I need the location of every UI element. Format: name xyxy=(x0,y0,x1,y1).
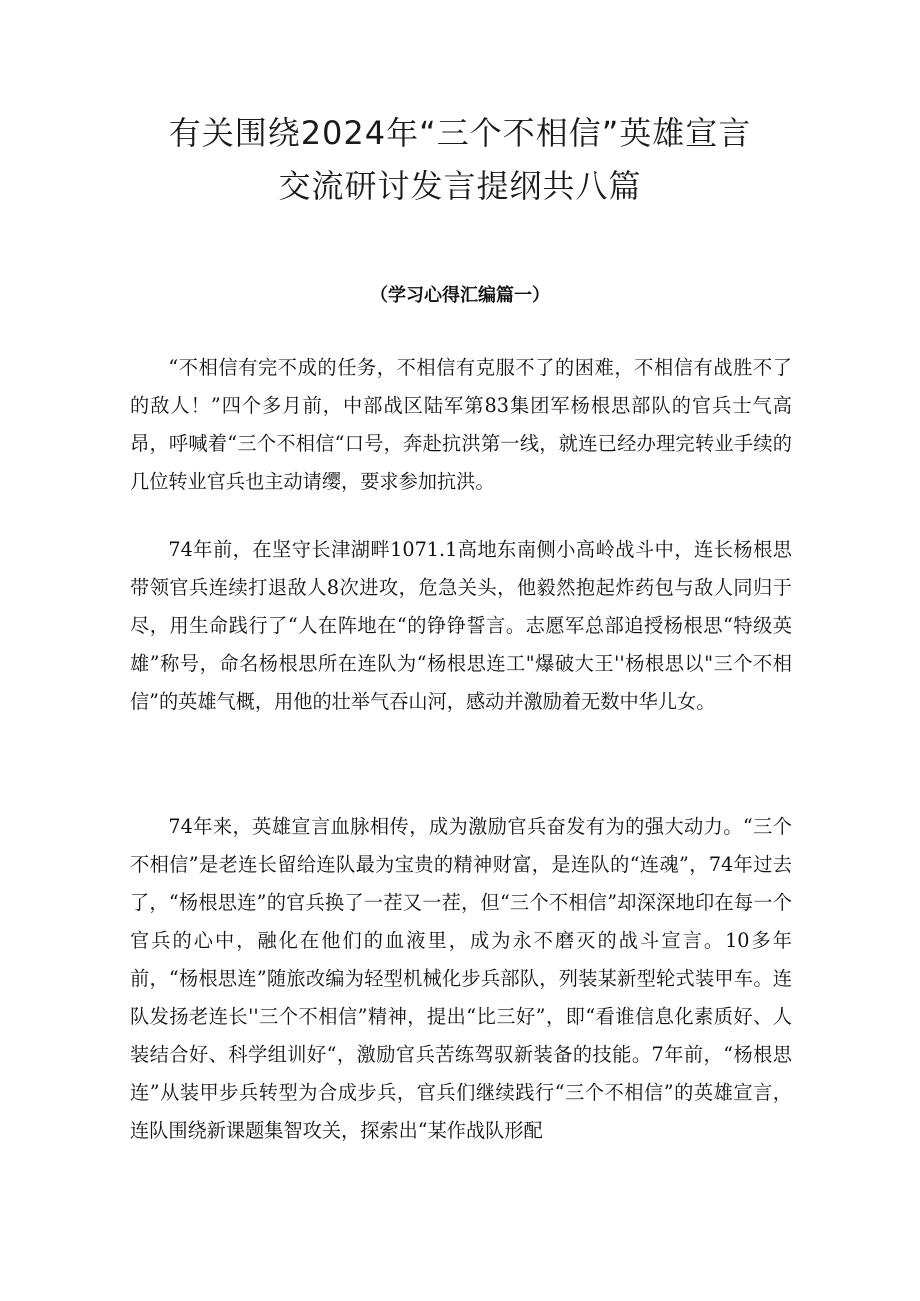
paragraph-1: “不相信有完不成的任务，不相信有克服不了的困难，不相信有战胜不了的敌人！”四个多月前，中部战区陆军第83集团军杨根思部队的官兵士气高昂，呼喊着“三个不相信“口号，奔赴抗洪第一线，就连已经办理完转业手续的几位转业官兵也主动请缨，要求参加抗洪。 xyxy=(130,356,792,493)
document-title-line-2: 交流研讨发言提纲共八篇 xyxy=(278,167,642,205)
document-title-line-1: 有关围绕2024年“三个不相信”英雄宣言 xyxy=(168,114,752,152)
section-heading: （学习心得汇编篇一） xyxy=(370,285,550,306)
paragraph-2: 74年前，在坚守长津湖畔1071.1高地东南侧小高岭战斗中，连长杨根思带领官兵连续打退敌人8次进攻，危急关头，他毅然抱起炸药包与敌人同归于尽，用生命践行了“人在阵地在“的铮铮誓言。志愿军总部追授杨根思“特级英雄”称号，命名杨根思所在连队为“杨根思连工"爆破大王''杨根思以"三个不相信”的英雄气概，用他的壮举气吞山河，感动并激励着无数中华儿女。 xyxy=(130,538,792,713)
paragraph-3: 74年来，英雄宣言血脉相传，成为激励官兵奋发有为的强大动力。“三个不相信”是老连长留给连队最为宝贵的精神财富，是连队的“连魂”，74年过去了，“杨根思连”的官兵换了一茬又一茬，但“三个不相信”却深深地印在每一个官兵的心中，融化在他们的血液里，成为永不磨灭的战斗宣言。10多年前，“杨根思连”随旅改编为轻型机械化步兵部队，列装某新型轮式装甲车。连队发扬老连长''三个不相信”精神，提出“比三好”，即“看谁信息化素质好、人装结合好、科学组训好“，激励官兵苦练驾驭新装备的技能。7年前，“杨根思连”从装甲步兵转型为合成步兵，官兵们继续践行“三个不相信”的英雄宣言，连队围绕新课题集智攻关，探索出“某作战队形配 xyxy=(130,815,792,1142)
